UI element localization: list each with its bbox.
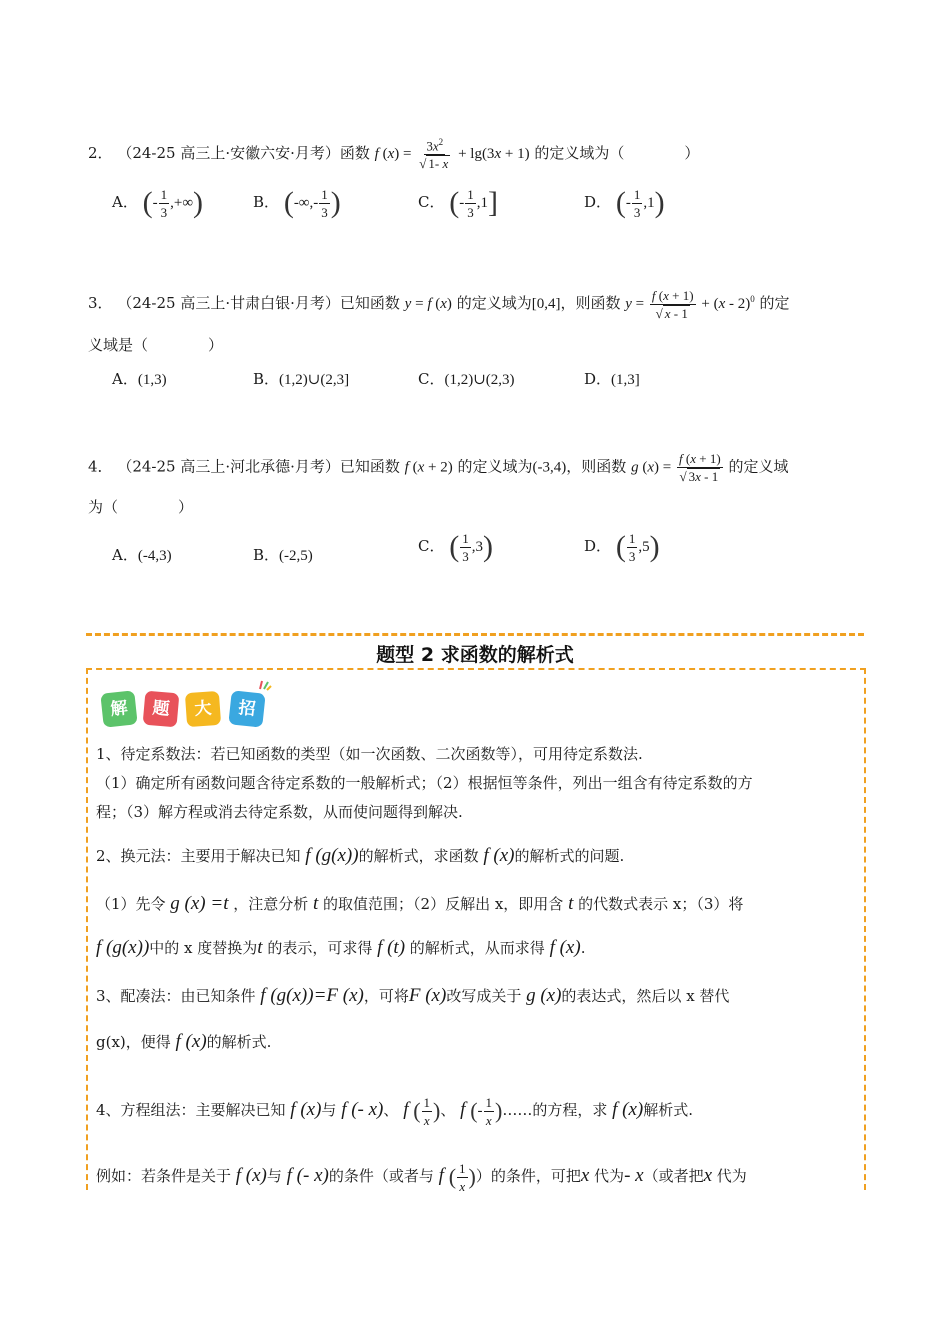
question-4: 4． （24-25 高三上·河北承德·月考）已知函数 f (x + 2) 的定义域为(-3,4)，则函数 g (x) = $\frac{f (x + 1)}{√ 3x - 1}$ 的定义域 [88,451,789,484]
question-mid: 的定义域为 [457,457,533,476]
option-right: ,5 [638,539,650,555]
text: 的解析式的问题. [514,847,625,865]
paren: ) [483,530,494,563]
text: ）的条件，可把 [475,1167,581,1185]
option-a[interactable] [112,186,203,220]
fraction: $\frac{3x^2}{√ 1- x}$ [419,137,449,172]
option-b[interactable] [253,368,349,389]
question-number: 3． [88,294,113,312]
paren: ( [449,186,460,219]
option-left: - [459,195,465,211]
paren: ( [615,530,626,563]
fraction: $\frac{1}{3}$ [321,186,328,220]
question-suffix: 的定义域 [728,457,789,476]
text: 例如：若条件是关于 [96,1167,232,1185]
paren: ) [649,530,660,563]
domain: (-3,4) [532,459,567,476]
option-label: C． [418,193,445,211]
badge-jie: 解 [100,690,137,727]
option-label: C． [418,537,445,555]
paren: ( [142,186,153,219]
text: 4、方程组法：主要解决已知 [96,1101,286,1119]
section-title: 题型 2 求函数的解析式 [376,644,574,666]
question-number: 2． [88,144,113,163]
option-right: ,+∞ [170,195,194,211]
paren: ] [488,186,499,219]
option-d[interactable] [584,186,665,220]
paren: ( [615,186,626,219]
badge-ti: 题 [143,691,180,728]
question-suffix: 的定义域为（ ） [534,144,700,163]
paren: ) [193,186,204,219]
section-divider [86,633,864,636]
fraction: $\frac{1}{x}$ [423,1094,431,1128]
question-mid: 的定义域为 [456,294,532,312]
paren: ( [283,186,294,219]
text: ，注意分析 [233,895,309,913]
option-left: -∞,- [293,195,319,211]
text: 与 [266,1167,282,1185]
fraction: $\frac{1}{3}$ [628,530,636,564]
paren: ) [330,186,341,219]
text: 改写成关于 [446,987,522,1005]
text: 的解析式，从而求得 [409,939,545,957]
option-label: A． [112,546,138,564]
question-3-line2: 义域是（ ） [88,336,224,354]
text: 的解析式. [206,1033,272,1051]
fraction: $\frac{1}{x}$ [459,1160,466,1194]
option-value: (1,3] [611,372,640,388]
text: 3、配凑法：由已知条件 [96,987,256,1005]
text: 的解析式，求函数 [358,847,479,865]
text: 2、换元法：主要用于解决已知 [96,847,301,865]
option-label: D． [584,193,612,211]
text: （1）先令 [96,895,166,913]
option-label: A． [112,193,138,211]
option-b[interactable] [253,186,341,220]
text: 中的 x 度替换为 [149,939,258,957]
option-label: B． [253,546,280,564]
option-c[interactable] [418,368,515,389]
option-d[interactable] [584,530,660,564]
question-4-line2: 为（ ） [88,498,194,516]
question-source: （24-25 高三上·甘肃白银·月考）已知函数 [117,294,400,312]
question-2 [88,138,699,170]
text: 的表达式，然后以 x 替代 [561,987,730,1005]
method-3-line1: 3、配凑法：由已知条件 f (g(x))=F (x)，可将F (x)改写成关于 g (x)的表达式，然后以 x 替代 [96,985,730,1006]
fraction: $\frac{1}{3}$ [160,186,168,220]
option-value: (1,3) [137,372,167,388]
option-right: ,1 [643,195,655,211]
badge-da: 大 [185,691,221,727]
text: 代为 [716,1167,747,1185]
question-3: 3． （24-25 高三上·甘肃白银·月考）已知函数 y = f (x) 的定义域为[0,4]，则函数 y = $\frac{f (x + 1)}{√ x - 1}$ + (x - 2)$^0$ 的定 [88,287,790,321]
paren: ( [449,530,460,563]
text: 、 [383,1101,399,1119]
method-2-line3: f (g(x))中的 x 度替换为t 的表示，可求得 f (t) 的解析式，从而求得 f (x). [96,937,586,958]
method-1-title: 1、待定系数法：若已知函数的类型（如一次函数、二次函数等），可用待定系数法. [96,745,643,763]
text: 的条件（或者与 [328,1167,434,1185]
sparkle-icon [258,676,272,686]
fraction: $\frac{1}{3}$ [633,186,641,220]
fraction: $\frac{f (x + 1)}{√ 3x - 1}$ [679,451,721,484]
option-right: ,3 [471,539,484,555]
option-left: - [625,195,631,211]
example-line: 例如：若条件是关于 f (x)与 f (- x)的条件（或者与 f ( $\frac{1}{x}$ )）的条件，可把x 代为- x（或者把x 代为 [96,1160,747,1194]
text: ……的方程，求 [502,1101,608,1119]
method-3-line2: g(x)，便得 f (x)的解析式. [96,1031,272,1052]
text: 代为 [594,1167,625,1185]
text: 与 [321,1101,337,1119]
question-mid2: ，则函数 [566,457,627,476]
text: 的表示，可求得 [267,939,373,957]
formula: f (x) = $\frac{3x^2}{√ 1- x}$ + lg(3x + 1) [374,137,530,172]
option-left: - [152,195,158,211]
option-label: C． [418,370,445,388]
domain: [0,4] [531,296,561,312]
option-value: (1,2)∪(2,3] [279,372,350,388]
method-2-line1: 2、换元法：主要用于解决已知 f (g(x))的解析式，求函数 f (x)的解析式的问题. [96,845,625,866]
text: 的代数式表示 x；（3）将 [578,895,744,913]
question-source: （24-25 高三上·安徽六安·月考）函数 [117,144,370,163]
paren: ) [654,186,665,219]
option-a[interactable] [112,368,167,389]
text: g(x)，便得 [96,1033,171,1051]
option-label: A． [112,370,138,388]
text: . [580,939,586,957]
option-value: (-4,3) [137,548,172,564]
text: 、 [440,1101,456,1119]
text: ，可将 [363,987,409,1005]
option-label: D． [584,370,612,388]
text: 的取值范围；（2）反解出 x，即用含 [323,895,564,913]
method-2-line2: （1）先令 g (x) =t ，注意分析 t 的取值范围；（2）反解出 x，即用含 t 的代数式表示 x；（3）将 [96,893,744,914]
text: （或者把 [643,1167,704,1185]
option-label: B． [253,370,280,388]
question-source: （24-25 高三上·河北承德·月考）已知函数 [117,457,400,476]
option-c[interactable] [418,530,493,564]
option-c[interactable] [418,186,498,220]
option-b[interactable] [253,544,313,565]
option-label: D． [584,537,612,555]
method-1-line3: 程；（3）解方程或消去待定系数，从而使问题得到解决. [96,803,463,821]
fraction: $\frac{1}{3}$ [462,530,469,564]
question-suffix: 的定 [759,294,790,312]
option-a[interactable] [112,544,172,565]
method-4-line1: 4、方程组法：主要解决已知 f (x)与 f (- x)、 f ( $\frac{1}{x}$ )、 f (- $\frac{1}{x}$ )……的方程，求 f (x)解析式. [96,1094,694,1128]
option-value: (1,2)∪(2,3) [444,372,515,388]
question-number: 4． [88,457,113,476]
option-d[interactable] [584,368,640,389]
fraction: $\frac{1}{3}$ [467,186,474,220]
text: 解析式. [643,1101,694,1119]
fraction: $\frac{f (x + 1)}{√ x - 1}$ [651,287,694,321]
badge-zhao: 招 [228,690,265,727]
question-mid2: ，则函数 [560,294,621,312]
option-value: (-2,5) [279,548,313,564]
option-label: B． [253,193,280,211]
fraction: $\frac{1}{x}$ [485,1094,493,1128]
option-right: ,1 [476,195,489,211]
method-1-line2: （1）确定所有函数问题含待定系数的一般解析式；（2）根据恒等条件，列出一组含有待定系数的方 [96,774,753,792]
